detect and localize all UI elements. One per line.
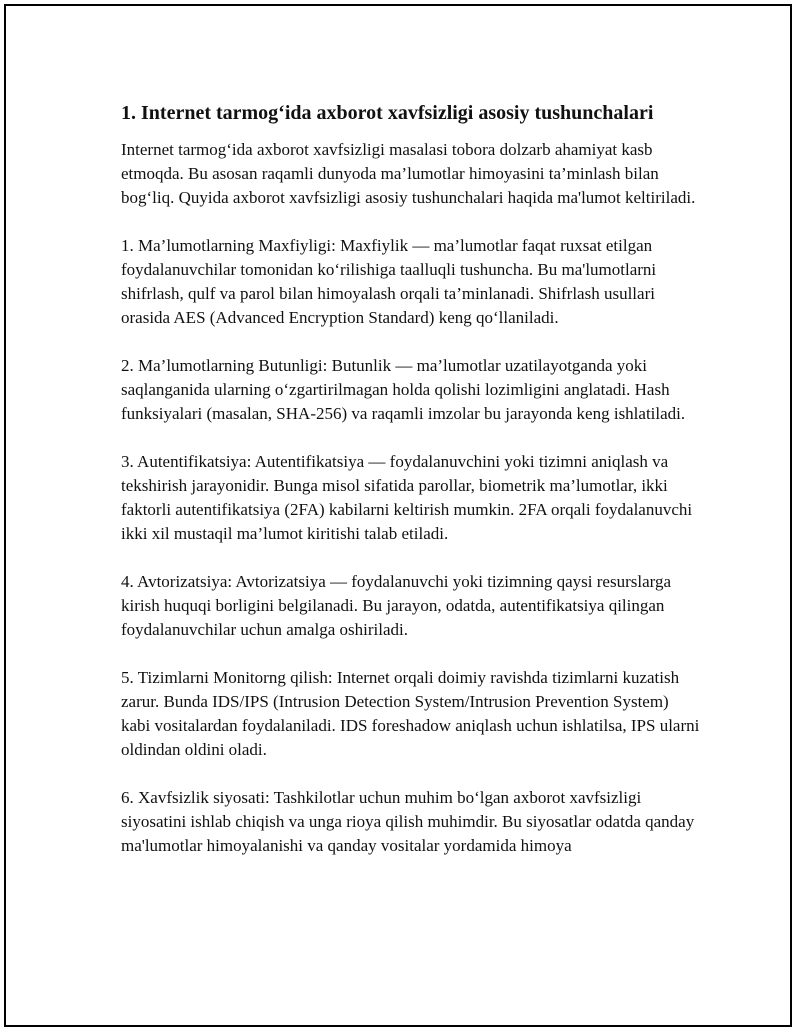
- page-frame: [4, 4, 792, 1027]
- paragraph-authentication: 3. Autentifikatsiya: Autentifikatsiya — foydalanuvchini yoki tizimni aniqlash va tekshirish jarayonidir. Bunga misol sifatida parollar, biometrik ma’lumotlar, ikki faktorli autentifikatsiya (2FA) kabilarni keltirish mumkin. 2FA orqali foydalanuvchi ikki xil mustaqil ma’lumot kiritishi talab etiladi.: [121, 452, 693, 543]
- paragraph-confidentiality: 1. Ma’lumotlarning Maxfiyligi: Maxfiylik — ma’lumotlar faqat ruxsat etilgan foydalanuvchilar tomonidan ko‘rilishiga taalluqli tushuncha. Bu ma'lumotlarni shifrlash, qulf va parol bilan himoyalash orqali ta’minlanadi. Shifrlash usullari orasida AES (Advanced Encryption Standard) keng qo‘llaniladi.: [121, 236, 657, 327]
- paragraph-integrity: 2. Ma’lumotlarning Butunligi: Butunlik — ma’lumotlar uzatilayotganda yoki saqlanganida ularning o‘zgartirilmagan holda qolishi lozimligini anglatadi. Hash funksiyalari (masalan, SHA-256) va raqamli imzolar bu jarayonda keng ishlatiladi.: [121, 356, 686, 423]
- intro-paragraph: Internet tarmog‘ida axborot xavfsizligi masalasi tobora dolzarb ahamiyat kasb etmoqda. Bu asosan raqamli dunyoda ma’lumotlar himoyasini ta’minlash bilan bog‘liq. Quyida axborot xavfsizligi asosiy tushunchalari haqida ma'lumot keltiriladi.: [121, 140, 696, 207]
- document-title: 1. Internet tarmog‘ida axborot xavfsizligi asosiy tushunchalari: [121, 102, 654, 124]
- paragraph-monitoring: 5. Tizimlarni Monitorng qilish: Internet orqali doimiy ravishda tizimlarni kuzatish zarur. Bunda IDS/IPS (Intrusion Detection System/Intrusion Prevention System) kabi vositalardan foydalaniladi. IDS foreshadow aniqlash uchun ishlatilsa, IPS ularni oldindan oldini oladi.: [121, 668, 700, 759]
- paragraph-authorization: 4. Avtorizatsiya: Avtorizatsiya — foydalanuvchi yoki tizimning qaysi resurslarga kirish huquqi borligini belgilanadi. Bu jarayon, odatda, autentifikatsiya qilingan foydalanuvchilar uchun amalga oshiriladi.: [121, 572, 672, 639]
- document-body: [121, 100, 701, 882]
- paragraph-security-policy: 6. Xavfsizlik siyosati: Tashkilotlar uchun muhim bo‘lgan axborot xavfsizligi siyosatini ishlab chiqish va unga rioya qilish muhimdir. Bu siyosatlar odatda qanday ma'lumotlar himoyalanishi va qanday vositalar yordamida himoya: [121, 788, 695, 855]
